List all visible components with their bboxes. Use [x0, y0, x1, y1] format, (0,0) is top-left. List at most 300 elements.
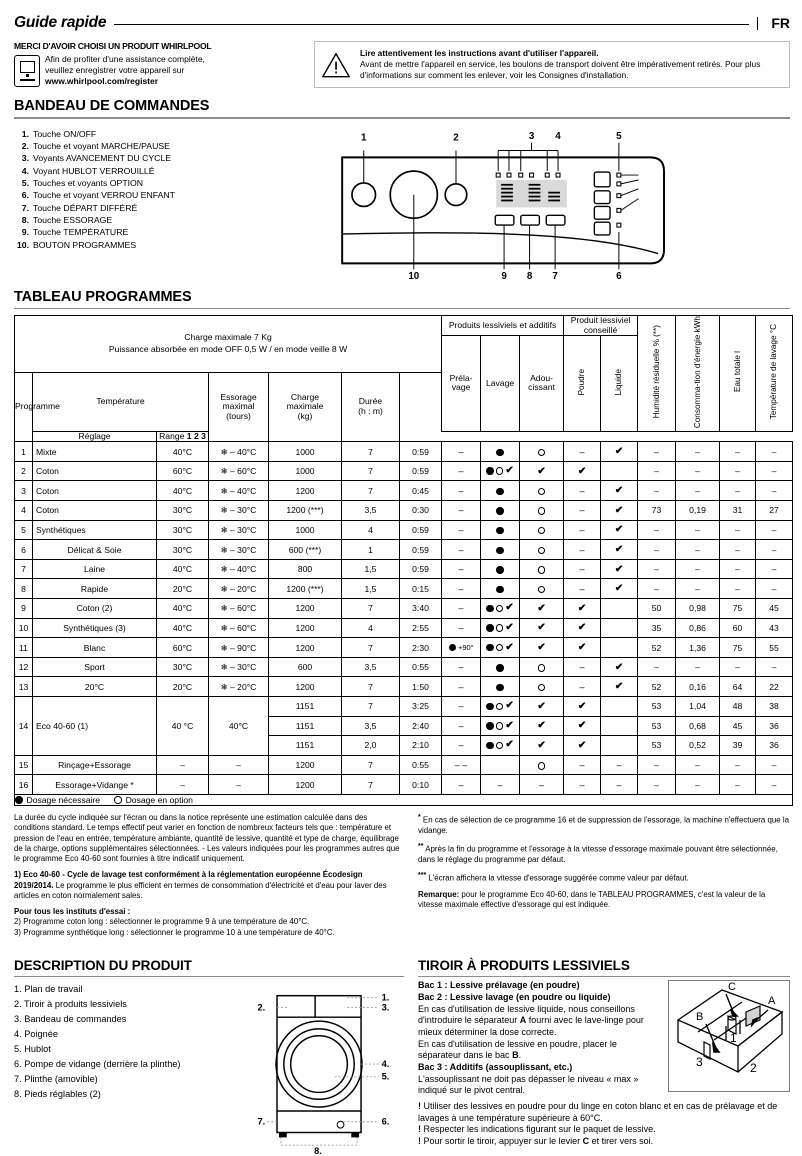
cell-water: – [720, 559, 756, 579]
cell-softener [520, 638, 564, 658]
empty-circle-icon [538, 488, 546, 496]
cell-water: – [720, 755, 756, 775]
cell-temp-setting: 60°C [157, 638, 209, 658]
cell-temp-range: – [209, 755, 269, 775]
cell-humidity: – [638, 579, 676, 599]
cell-energy: 0,16 [676, 677, 720, 697]
drawer-label-2: 2 [750, 1061, 757, 1076]
header-detergents-group: Produits lessiviels et additifs [442, 315, 564, 335]
legend-item [14, 152, 330, 164]
callout-7: 7 [552, 270, 558, 282]
check-icon: ✔ [505, 700, 514, 712]
cell-programme-name: Synthétiques [33, 520, 157, 540]
cell-programme-name: Rapide [33, 579, 157, 599]
cell-temp-setting: 20°C [157, 579, 209, 599]
cell-duration: 2:40 [400, 716, 442, 736]
drawer-heading: TIROIR À PRODUITS LESSIVIELS [418, 957, 630, 973]
cell-liquid [601, 599, 638, 619]
cell-duration: 0:59 [400, 559, 442, 579]
footnotes-left [14, 813, 404, 944]
cell-softener [520, 559, 564, 579]
bac2-title: Bac 2 : Lessive lavage (en poudre ou liquide) [418, 991, 611, 1002]
cell-powder [564, 520, 601, 540]
cell-temp-range: ❄ – 60°C [209, 599, 269, 619]
programme-table [14, 315, 793, 806]
cell-temp-range: ❄ – 30°C [209, 520, 269, 540]
drawer-label-3: 3 [696, 1055, 703, 1070]
header-humidity: Humidité résiduelle % (**) [638, 315, 676, 431]
cell-max-spin: 1000 [269, 461, 342, 481]
bac3-title: Bac 3 : Additifs (assouplissant, etc.) [418, 1062, 573, 1072]
dash-mark: – [497, 779, 503, 790]
cell-programme-name: Rinçage+Essorage [33, 755, 157, 775]
drawer-label-C: C [728, 981, 736, 994]
spin-button-icon [521, 215, 540, 225]
table-row [15, 677, 793, 697]
dash-mark: – [458, 603, 464, 614]
bottom-sections [14, 958, 790, 1156]
legend-number: 1. [21, 128, 29, 139]
cell-energy: – [676, 579, 720, 599]
legend-label: Touche ON/OFF [33, 128, 97, 139]
legend-label: Touche ESSORAGE [33, 214, 113, 225]
cell-prewash [442, 540, 481, 560]
cell-prewash [442, 461, 481, 481]
legend-number: 10. [16, 239, 29, 250]
cell-wash-temp: – [756, 442, 793, 462]
legend-number: 4. [21, 165, 29, 176]
cell-liquid [601, 677, 638, 697]
cell-index: 11 [15, 638, 33, 658]
check-icon: ✔ [577, 739, 587, 751]
cell-liquid [601, 618, 638, 638]
desc-item: 7. Plinthe (amovible) [14, 1073, 98, 1084]
computer-icon [14, 55, 40, 87]
footnotes-right [418, 813, 790, 944]
desc-item: 8. Pieds réglables (2) [14, 1088, 101, 1099]
cell-duration: 2:55 [400, 618, 442, 638]
washing-machine-diagram [240, 982, 404, 1156]
cell-programme-name: Coton [33, 461, 157, 481]
callout-4: 4 [555, 130, 561, 142]
cell-softener [520, 481, 564, 501]
dash-mark: – [458, 681, 464, 692]
empty-circle-icon [496, 722, 504, 730]
table-row [15, 520, 793, 540]
cell-max-spin: 800 [269, 559, 342, 579]
cell-wash-temp: 43 [756, 618, 793, 638]
cell-duration: 0:59 [400, 540, 442, 560]
empty-circle-icon [538, 762, 546, 770]
register-line-2: veuillez enregistrer votre appareil sur [45, 64, 185, 75]
cell-temp-setting: – [157, 755, 209, 775]
cell-liquid [601, 461, 638, 481]
option-button-2-icon [594, 190, 610, 203]
header-wash-temp: Température de lavage °C [756, 315, 793, 431]
cell-powder [564, 461, 601, 481]
header-max-load: Charge maximale (kg) [269, 372, 342, 441]
cell-water: 64 [720, 677, 756, 697]
cell-prewash [442, 559, 481, 579]
legend-label: Voyant HUBLOT VERROUILLÉ [33, 165, 155, 176]
cell-humidity: 53 [638, 716, 676, 736]
cell-humidity: – [638, 481, 676, 501]
legend-item [14, 177, 330, 189]
legend-number: 2. [21, 140, 29, 151]
legend-number: 7. [21, 202, 29, 213]
legend-item [14, 214, 330, 226]
check-icon: ✔ [537, 602, 546, 614]
cell-wash [481, 599, 520, 619]
dash-mark: – [579, 681, 585, 692]
drawer-svg [668, 980, 790, 1092]
cell-temp-range: 40°C [209, 697, 269, 756]
cell-powder [564, 559, 601, 579]
intro-section [14, 41, 790, 88]
cell-max-load: 7 [342, 638, 400, 658]
cell-wash [481, 559, 520, 579]
table-row [15, 755, 793, 775]
cell-wash [481, 638, 520, 658]
cell-programme-name: Mixte [33, 442, 157, 462]
cell-programme-name: Coton (2) [33, 599, 157, 619]
callout-9: 9 [501, 270, 507, 282]
warning-title: Lire attentivement les instructions avant d'utiliser l'appareil. [360, 48, 599, 58]
empty-circle-icon [538, 527, 546, 535]
cell-temp-range: ❄ – 20°C [209, 579, 269, 599]
cell-softener [520, 520, 564, 540]
page-title: Guide rapide [14, 14, 107, 31]
legend-number: 9. [21, 227, 29, 238]
onoff-button-icon [352, 182, 376, 206]
cell-energy: 1,04 [676, 697, 720, 717]
product-description-list [14, 982, 236, 1156]
cell-humidity: – [638, 559, 676, 579]
cell-index: 14 [15, 697, 33, 756]
cell-index: 5 [15, 520, 33, 540]
cell-energy: 0,68 [676, 716, 720, 736]
cell-duration: 0:59 [400, 442, 442, 462]
cell-softener [520, 579, 564, 599]
header-recommended-group: Produit lessiviel conseillé [564, 315, 638, 335]
table-row [15, 657, 793, 677]
legend-label: Voyants AVANCEMENT DU CYCLE [33, 153, 172, 164]
cell-humidity: – [638, 461, 676, 481]
cell-temp-range: ❄ – 90°C [209, 638, 269, 658]
programme-table-body [15, 442, 793, 795]
cell-water: – [720, 540, 756, 560]
cell-liquid [601, 540, 638, 560]
cell-max-spin: 1000 [269, 520, 342, 540]
cell-max-spin: 1151 [269, 716, 342, 736]
cell-prewash [442, 579, 481, 599]
drawer-section [418, 958, 790, 1156]
cell-index: 3 [15, 481, 33, 501]
dash-mark: – [579, 485, 585, 496]
cell-wash [481, 677, 520, 697]
cell-max-spin: 1200 [269, 677, 342, 697]
cell-wash-temp: 55 [756, 638, 793, 658]
cell-index: 1 [15, 442, 33, 462]
cell-prewash [442, 520, 481, 540]
table-row [15, 638, 793, 658]
cell-humidity: – [638, 775, 676, 795]
cell-water: 45 [720, 716, 756, 736]
cell-prewash: +90° [442, 638, 481, 658]
legend-label: Touche TEMPÉRATURE [33, 227, 129, 238]
cell-temp-range: ❄ – 30°C [209, 657, 269, 677]
cell-max-load: 7 [342, 481, 400, 501]
filled-dot-icon [486, 605, 494, 613]
callout-8: 8 [526, 270, 533, 282]
cell-liquid [601, 579, 638, 599]
legend-label: Touche et voyant MARCHE/PAUSE [33, 140, 170, 151]
cell-index: 12 [15, 657, 33, 677]
table-row [15, 697, 793, 717]
cell-wash [481, 755, 520, 775]
table-row [15, 481, 793, 501]
cell-water: – [720, 461, 756, 481]
cell-duration: 2:30 [400, 638, 442, 658]
callout-6: 6 [616, 270, 622, 282]
cell-liquid [601, 755, 638, 775]
wm-callout-4: 4. [381, 1059, 390, 1070]
cell-prewash [442, 775, 481, 795]
cell-humidity: – [638, 657, 676, 677]
cell-water: – [720, 775, 756, 795]
register-text [45, 54, 205, 87]
empty-circle-icon [538, 664, 546, 672]
dash-mark: – [458, 779, 464, 790]
cell-humidity: 35 [638, 618, 676, 638]
drawer-note-3: ! Pour sortir le tiroir, appuyer sur le levier C et tirer vers soi. [418, 1136, 654, 1147]
cell-powder [564, 775, 601, 795]
cell-powder [564, 638, 601, 658]
check-icon: ✔ [577, 622, 587, 634]
test-institutes-note: Pour tous les instituts d'essai : 2) Programme coton long : sélectionner le programme 9 à une température de 40°C. 3) Programme synthétique long : sélectionner le programme 10 à une température de 40°C. [14, 907, 335, 937]
warning-body: Avant de mettre l'appareil en service, les boulons de transport doivent être impérativement retirés. Pour plus d'informations sur comment les enlever, voir les Consignes d'installation. [360, 59, 761, 81]
table-legend-row [15, 794, 793, 805]
check-icon: ✔ [537, 465, 546, 477]
washing-machine-svg [240, 982, 400, 1154]
drawer-underline [418, 976, 790, 977]
cell-wash [481, 579, 520, 599]
legend-number: 8. [21, 214, 29, 225]
check-icon: ✔ [614, 681, 624, 693]
legend-label: Touche DÉPART DIFFÉRÉ [33, 202, 138, 213]
power-text: Puissance absorbée en mode OFF 0,5 W / en mode veille 8 W [108, 343, 348, 354]
cell-temp-setting: 60°C [157, 461, 209, 481]
drawer-note-2: ! Respecter les indications figurant sur le paquet de lessive. [418, 1124, 656, 1135]
cell-temp-setting: 30°C [157, 657, 209, 677]
callout-5: 5 [616, 130, 622, 142]
check-icon: ✔ [537, 720, 546, 732]
cell-liquid [601, 697, 638, 717]
cell-index: 15 [15, 755, 33, 775]
empty-circle-icon [496, 605, 504, 613]
cell-prewash [442, 697, 481, 717]
empty-circle-icon [538, 586, 546, 594]
cell-duration: 0:59 [400, 520, 442, 540]
register-url[interactable]: www.whirlpool.com/register [45, 75, 159, 86]
cell-water: – [720, 520, 756, 540]
control-panel-diagram [330, 126, 790, 285]
programme-table-heading: TABLEAU PROGRAMMES [14, 288, 192, 305]
dash-mark: – [458, 583, 464, 594]
cell-temp-setting: 40°C [157, 481, 209, 501]
legend-number: 3. [21, 153, 29, 164]
cell-energy: 0,52 [676, 736, 720, 756]
cell-powder [564, 657, 601, 677]
legend-item [14, 140, 330, 152]
dash-mark: – [458, 466, 464, 477]
legend-necessary: Dosage nécessaire [15, 795, 100, 805]
dash-mark: – [579, 583, 585, 594]
header-duration: Durée (h : m) [342, 372, 400, 441]
cell-max-load: 7 [342, 755, 400, 775]
cell-max-spin: 600 [269, 657, 342, 677]
cell-powder [564, 618, 601, 638]
cell-humidity: 53 [638, 697, 676, 717]
cell-prewash [442, 677, 481, 697]
cell-powder [564, 501, 601, 521]
cell-index: 4 [15, 501, 33, 521]
check-icon: ✔ [614, 524, 624, 536]
dash-mark: – [458, 524, 464, 535]
cell-duration: 0:55 [400, 755, 442, 775]
cell-powder [564, 677, 601, 697]
header-energy: Consomma-tion d'énergie kWh [676, 315, 720, 431]
cell-max-load: 3,5 [342, 501, 400, 521]
cell-wash [481, 618, 520, 638]
dash-mark: – [458, 740, 464, 751]
cell-water: 39 [720, 736, 756, 756]
cell-energy: – [676, 442, 720, 462]
cell-max-load: 7 [342, 599, 400, 619]
cell-powder [564, 481, 601, 501]
cell-programme-name: Essorage+Vidange * [33, 775, 157, 795]
bac2-body: En cas d'utilisation de lessive liquide, nous conseillons d'introduire le séparateur A fourni avec le lave-linge pour mieux déterminer la dose correcte. [418, 1003, 644, 1037]
dash-mark: – [458, 505, 464, 516]
header-temp-setting: Réglage [33, 431, 157, 442]
drawer-label-B: B [696, 1011, 704, 1024]
filled-dot-icon [486, 624, 494, 632]
cell-temp-setting: 40°C [157, 442, 209, 462]
dash-mark: – [579, 446, 585, 457]
cell-softener [520, 442, 564, 462]
cell-temp-range: ❄ – 40°C [209, 442, 269, 462]
filled-dot-icon [486, 467, 494, 475]
desc-item: 1. Plan de travail [14, 984, 83, 995]
filled-dot-icon [496, 586, 504, 594]
control-panel-underline [14, 117, 790, 118]
cell-energy: 0,98 [676, 599, 720, 619]
remark-note: Remarque: pour le programme Eco 40-60, dans le TABLEAU PROGRAMMES, c'est la valeur de la vitesse maximale effective d'essorage qui est indiquée. [418, 890, 766, 910]
cell-programme-name: Eco 40-60 (1) [33, 697, 157, 756]
dash-mark: – [458, 564, 464, 575]
desc-item: 6. Pompe de vidange (derrière la plinthe) [14, 1058, 181, 1069]
header-wash: Lavage [481, 336, 520, 432]
drawer-label-A: A [768, 995, 776, 1008]
cell-humidity: – [638, 442, 676, 462]
table-row [15, 599, 793, 619]
cell-wash-temp: 22 [756, 677, 793, 697]
callout-2: 2 [453, 132, 459, 144]
cell-max-load: 4 [342, 520, 400, 540]
callout-3: 3 [528, 130, 535, 142]
star-note-2: ** Après la fin du programme et l'essorage à la vitesse d'essorage maximale pouvant être sélectionnée, dans le réglage du programme par défaut. [418, 843, 778, 865]
cell-wash-temp: 27 [756, 501, 793, 521]
cell-water: 75 [720, 638, 756, 658]
cell-powder [564, 442, 601, 462]
check-icon: ✔ [614, 563, 624, 575]
check-icon: ✔ [505, 641, 514, 653]
drawer-note-1: ! Utiliser des lessives en poudre pour du linge en coton blanc et en cas de prélavage et de lavages à une température supérieure à 60°C. [418, 1101, 778, 1123]
cell-duration: 0:15 [400, 579, 442, 599]
cell-liquid [601, 520, 638, 540]
start-pause-button-icon [445, 183, 467, 205]
cell-humidity: – [638, 540, 676, 560]
cell-max-load: 3,5 [342, 657, 400, 677]
cell-programme-name: Blanc [33, 638, 157, 658]
desc-item: 4. Poignée [14, 1028, 58, 1039]
dash-mark: – – [454, 760, 468, 771]
drawer-text [418, 980, 662, 1097]
control-panel-legend [14, 126, 330, 285]
cell-index: 7 [15, 559, 33, 579]
cell-wash [481, 481, 520, 501]
check-icon: ✔ [577, 602, 587, 614]
legend-item [14, 165, 330, 177]
language-code: FR [771, 15, 790, 31]
table-row [15, 540, 793, 560]
legend-item [14, 239, 330, 251]
cell-prewash [442, 481, 481, 501]
cell-humidity: – [638, 520, 676, 540]
cell-max-spin: 1151 [269, 697, 342, 717]
cell-humidity: 50 [638, 599, 676, 619]
filled-dot-icon [486, 703, 494, 711]
table-row [15, 618, 793, 638]
footnotes-section [14, 813, 790, 944]
header-liquid: Liquide [601, 336, 638, 432]
cell-liquid [601, 638, 638, 658]
cell-wash [481, 736, 520, 756]
cell-humidity: 52 [638, 638, 676, 658]
cell-wash-temp: – [756, 579, 793, 599]
legend-number: 6. [21, 190, 29, 201]
header-rule-cap [757, 17, 759, 30]
cell-wash-temp: – [756, 755, 793, 775]
check-icon: ✔ [505, 602, 514, 614]
cell-energy: – [676, 559, 720, 579]
cell-humidity: – [638, 755, 676, 775]
filled-dot-icon [496, 664, 504, 672]
star-note-1: * En cas de sélection de ce programme 16 et de suppression de l'essorage, la machine n'effectuera que la vidange. [418, 813, 789, 835]
dash-mark: – [458, 662, 464, 673]
cell-wash-temp: – [756, 481, 793, 501]
empty-circle-icon [496, 624, 504, 632]
cell-temp-setting: – [157, 775, 209, 795]
empty-circle-icon [538, 684, 546, 692]
cell-powder [564, 755, 601, 775]
table-row [15, 559, 793, 579]
cell-water: – [720, 481, 756, 501]
header-programme: Programme [15, 372, 33, 441]
cell-max-spin: 1151 [269, 736, 342, 756]
filled-dot-icon [15, 796, 23, 804]
cell-wash-temp: – [756, 559, 793, 579]
